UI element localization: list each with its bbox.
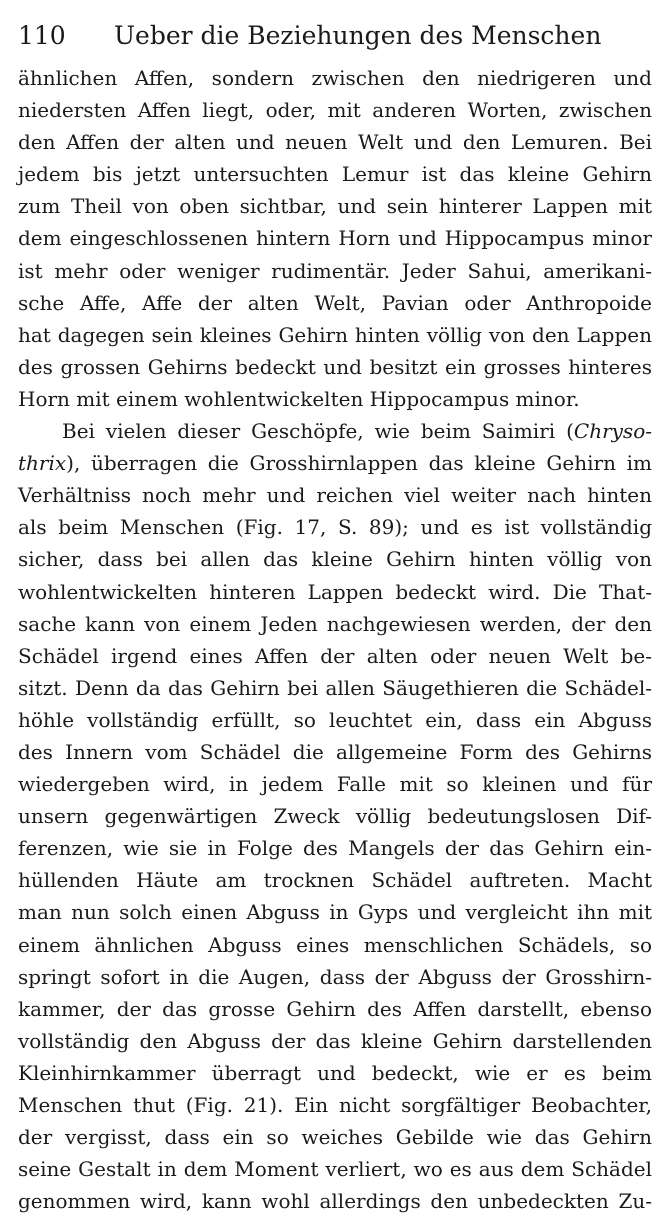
text-line: als beim Menschen (Fig. 17, S. 89); und es ist vollständig (18, 515, 652, 540)
text-line: vollständig den Abguss der das kleine Gehirn darstellenden (18, 1028, 652, 1053)
page-number: 110 (18, 21, 66, 50)
text-line: springt sofort in die Augen, dass der Abguss der Grosshirn- (18, 964, 652, 989)
text-line: dem eingeschlossenen hintern Horn und Hippocampus minor (18, 226, 652, 251)
text-line: den Affen der alten und neuen Welt und den Lemuren. Bei (18, 130, 652, 155)
body-text (18, 62, 652, 1217)
text-line: Schädel irgend eines Affen der alten oder neuen Welt be- (18, 643, 652, 668)
text-line: ferenzen, wie sie in Folge des Mangels der das Gehirn ein- (18, 836, 652, 861)
text-line: des grossen Gehirns bedeckt und besitzt ein grosses hinteres (18, 354, 652, 379)
text-line: Bei vielen dieser Geschöpfe, wie beim Saimiri (Chryso- (62, 419, 652, 444)
page-header (18, 20, 658, 52)
running-head: Ueber die Beziehungen des Menschen (113, 21, 602, 50)
text-line: sache kann von einem Jeden nachgewiesen werden, der den (18, 611, 652, 636)
text-line: ähnlichen Affen, sondern zwischen den niedrigeren und (18, 66, 652, 90)
text-line: unsern gegenwärtigen Zweck völlig bedeutungslosen Dif- (18, 804, 652, 829)
text-line: Menschen thut (Fig. 21). Ein nicht sorgfältiger Beobachter, (18, 1093, 652, 1117)
text-line: Kleinhirnkammer überragt und bedeckt, wie er es beim (18, 1060, 652, 1085)
text-line: sche Affe, Affe der alten Welt, Pavian oder Anthropoide (18, 290, 652, 315)
text-line: man nun solch einen Abguss in Gyps und vergleicht ihn mit (18, 900, 652, 925)
text-line: seine Gestalt in dem Moment verliert, wo es aus dem Schädel (18, 1157, 652, 1182)
text-line: Verhältniss noch mehr und reichen viel weiter nach hinten (18, 483, 652, 508)
text-line: jedem bis jetzt untersuchten Lemur ist das kleine Gehirn (18, 162, 652, 187)
text-line: genommen wird, kann wohl allerdings den unbedeckten Zu- (18, 1189, 652, 1214)
text-line: niedersten Affen liegt, oder, mit anderen Worten, zwischen (18, 98, 652, 123)
text-line: der vergisst, dass ein so weiches Gebilde wie das Gehirn (18, 1125, 652, 1150)
text-line: sitzt. Denn da das Gehirn bei allen Säugethieren die Schädel- (18, 675, 652, 700)
text-line: hüllenden Häute am trocknen Schädel auftreten. Macht (18, 868, 652, 893)
text-line: sicher, dass bei allen das kleine Gehirn hinten völlig von (18, 547, 652, 572)
text-line: thrix), überragen die Grosshirnlappen das kleine Gehirn im (18, 451, 652, 476)
text-line: des Innern vom Schädel die allgemeine Form des Gehirns (18, 739, 652, 764)
text-line: zum Theil von oben sichtbar, und sein hinterer Lappen mit (18, 194, 652, 219)
text-line: wiedergeben wird, in jedem Falle mit so kleinen und für (18, 772, 652, 797)
text-line: ist mehr oder weniger rudimentär. Jeder Sahui, amerikani- (18, 258, 652, 283)
text-line: hat dagegen sein kleines Gehirn hinten völlig von den Lappen (18, 322, 652, 347)
text-line: kammer, der das grosse Gehirn des Affen darstellt, ebenso (18, 996, 652, 1021)
text-line: einem ähnlichen Abguss eines menschlichen Schädels, so (18, 932, 652, 957)
text-line: wohlentwickelten hinteren Lappen bedeckt wird. Die That- (18, 579, 652, 604)
text-line: höhle vollständig erfüllt, so leuchtet ein, dass ein Abguss (18, 707, 652, 732)
text-line: Horn mit einem wohlentwickelten Hippocampus minor. (18, 386, 580, 411)
